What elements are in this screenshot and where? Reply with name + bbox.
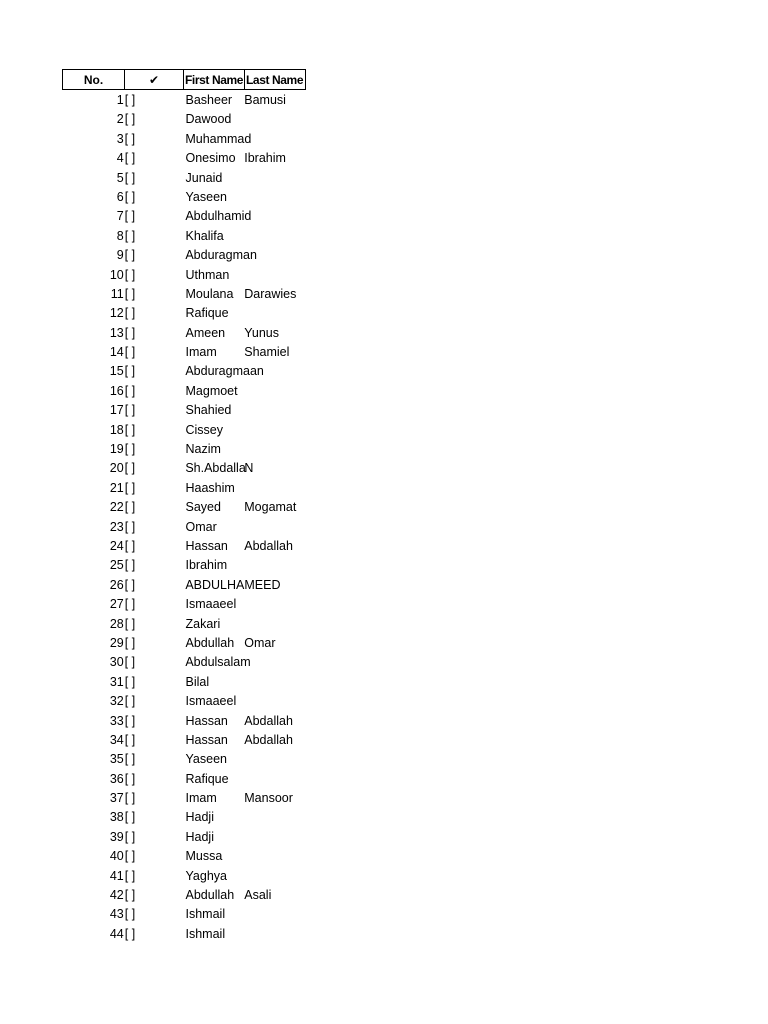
row-checkbox[interactable]: [ ] [124,926,136,941]
row-number: 7 [116,209,124,224]
row-number: 32 [109,694,124,709]
row-last-name [244,770,306,789]
row-last-name [244,382,306,401]
row-last-name [244,440,306,459]
row-checkbox[interactable]: [ ] [124,131,136,146]
row-last-name [244,847,306,866]
row-number: 8 [116,228,124,243]
table-row [62,382,306,401]
row-first-name: Cissey [185,422,224,437]
row-first-name: Omar [185,519,217,534]
row-checkbox[interactable]: [ ] [124,732,136,747]
row-number: 2 [116,112,124,127]
row-last-name: Abdallah [244,713,293,728]
row-first-name: Yaghya [185,868,227,883]
row-first-name: Ibrahim [185,558,228,573]
row-first-name: Abdullah [185,888,235,903]
row-number: 9 [116,248,124,263]
row-last-name: Bamusi [244,93,286,107]
row-last-name: Darawies [244,286,297,301]
row-first-name: Zakari [185,616,221,631]
row-first-name: Sayed [185,500,221,515]
header-last-name: Last Name [246,72,304,87]
table-row [62,246,306,265]
row-number: 15 [109,364,124,379]
table-row [62,324,306,343]
row-last-name [244,518,306,537]
row-last-name: Mansoor [244,791,293,806]
row-checkbox[interactable]: [ ] [124,810,136,825]
table-row [62,91,306,110]
table-row [62,634,306,653]
row-first-name: Imam [185,345,217,360]
row-checkbox[interactable]: [ ] [124,325,136,340]
row-last-name: Shamiel [244,345,290,360]
row-checkbox[interactable]: [ ] [124,771,136,786]
row-checkbox[interactable]: [ ] [124,403,136,418]
row-number: 39 [109,829,124,844]
row-number: 36 [109,771,124,786]
row-last-name: Mogamat [244,500,297,515]
row-number: 19 [109,442,124,457]
row-first-name: Ismaaeel [185,694,237,709]
row-last-name [244,169,306,188]
row-last-name [244,479,306,498]
row-first-name: Magmoet [185,383,238,398]
row-number: 17 [109,403,124,418]
row-first-name: Onesimo [185,151,236,166]
row-last-name [244,421,306,440]
row-first-name: Abduragman [185,248,257,263]
row-first-name: Abdulsalam [185,655,251,670]
row-number: 5 [116,170,124,185]
table-row [62,886,306,905]
row-last-name [244,692,306,711]
table-row [62,692,306,711]
row-last-name [244,266,306,285]
row-checkbox[interactable]: [ ] [124,112,136,127]
row-last-name [244,362,306,381]
row-last-name: Omar [244,635,276,650]
row-last-name [244,925,306,944]
row-checkbox[interactable]: [ ] [124,93,136,107]
row-first-name: Abdullah [185,635,235,650]
row-first-name: Imam [185,791,217,806]
row-number: 14 [109,345,124,360]
row-checkbox[interactable]: [ ] [124,694,136,709]
row-number: 33 [109,713,124,728]
row-checkbox[interactable]: [ ] [124,791,136,806]
table-row [62,789,306,808]
row-checkbox[interactable]: [ ] [124,577,136,592]
row-number: 43 [109,907,124,922]
row-first-name: Ishmail [185,926,226,941]
row-last-name [244,110,306,129]
table-row [62,595,306,614]
row-checkbox[interactable]: [ ] [124,151,136,166]
row-last-name [244,595,306,614]
row-checkbox[interactable]: [ ] [124,829,136,844]
row-first-name: Hadji [185,829,214,844]
row-first-name: Rafique [185,306,229,321]
row-first-name: Khalifa [185,228,224,243]
table-row [62,518,306,537]
row-first-name: Muhammad [185,131,252,146]
table-row [62,925,306,944]
row-last-name [244,653,306,672]
row-number: 6 [116,189,124,204]
row-checkbox[interactable]: [ ] [124,267,136,282]
row-checkbox[interactable]: [ ] [124,538,136,553]
table-row [62,110,306,129]
row-number: 12 [109,306,124,321]
row-number: 3 [116,131,124,146]
table-row [62,770,306,789]
row-last-name [244,246,306,265]
row-checkbox[interactable]: [ ] [124,868,136,883]
table-row [62,188,306,207]
row-checkbox[interactable]: [ ] [124,674,136,689]
row-number: 44 [109,926,124,941]
table-row [62,867,306,886]
row-last-name [244,556,306,575]
row-number: 18 [109,422,124,437]
row-last-name: N [244,461,254,476]
row-last-name: Abdallah [244,538,293,553]
table-row [62,362,306,381]
table-row [62,712,306,731]
row-first-name: Yaseen [185,189,227,204]
row-checkbox[interactable]: [ ] [124,907,136,922]
row-last-name [244,615,306,634]
row-first-name: Hadji [185,810,214,825]
row-checkbox[interactable]: [ ] [124,442,136,457]
row-checkbox[interactable]: [ ] [124,170,136,185]
row-first-name: Ameen [185,325,226,340]
row-checkbox[interactable]: [ ] [124,849,136,864]
row-last-name [244,576,306,595]
row-checkbox[interactable]: [ ] [124,500,136,515]
row-number: 30 [109,655,124,670]
row-checkbox[interactable]: [ ] [124,480,136,495]
row-checkbox[interactable]: [ ] [124,228,136,243]
row-number: 29 [109,635,124,650]
row-first-name: Sh.Abdalla [185,461,246,476]
row-checkbox[interactable]: [ ] [124,519,136,534]
row-checkbox[interactable]: [ ] [124,558,136,573]
row-number: 40 [109,849,124,864]
row-number: 23 [109,519,124,534]
row-first-name: Abdulhamid [185,209,252,224]
table-row [62,421,306,440]
row-last-name [244,401,306,420]
table-row [62,266,306,285]
attendance-table [62,69,306,944]
header-no: No. [63,70,125,89]
row-first-name: Shahied [185,403,232,418]
row-checkbox[interactable]: [ ] [124,635,136,650]
row-checkbox[interactable]: [ ] [124,597,136,612]
row-first-name: Basheer [185,93,233,107]
row-checkbox[interactable]: [ ] [124,888,136,903]
row-checkbox[interactable]: [ ] [124,248,136,263]
row-number: 27 [109,597,124,612]
row-last-name [244,673,306,692]
table-row [62,828,306,847]
row-checkbox[interactable]: [ ] [124,713,136,728]
row-number: 21 [109,480,124,495]
row-last-name [244,188,306,207]
row-number: 11 [110,286,124,301]
row-checkbox[interactable]: [ ] [124,655,136,670]
table-header [62,69,306,90]
table-row [62,847,306,866]
table-row [62,750,306,769]
row-first-name: Yaseen [185,752,227,767]
row-first-name: Ismaaeel [185,597,237,612]
row-last-name: Abdallah [244,732,293,747]
row-first-name: Dawood [185,112,232,127]
row-number: 10 [109,267,124,282]
table-row [62,615,306,634]
row-number: 31 [109,674,124,689]
row-first-name: Mussa [185,849,223,864]
row-checkbox[interactable]: [ ] [124,189,136,204]
table-row [62,905,306,924]
row-first-name: Hassan [185,732,228,747]
row-number: 26 [109,577,124,592]
row-first-name: Hassan [185,538,228,553]
table-body [62,91,306,944]
row-checkbox[interactable]: [ ] [124,345,136,360]
table-row [62,653,306,672]
table-row [62,440,306,459]
row-last-name: Yunus [244,325,280,340]
table-row [62,673,306,692]
row-number: 22 [109,500,124,515]
table-row [62,227,306,246]
row-number: 24 [109,538,124,553]
row-first-name: Ishmail [185,907,226,922]
row-last-name [244,905,306,924]
row-first-name: Moulana [185,286,234,301]
row-last-name [244,808,306,827]
row-last-name [244,130,306,149]
table-row [62,576,306,595]
row-checkbox[interactable]: [ ] [124,616,136,631]
row-last-name [244,207,306,226]
row-last-name [244,227,306,246]
header-check: ✔ [125,70,184,89]
row-number: 34 [109,732,124,747]
row-number: 1 [116,93,124,107]
row-first-name: Haashim [185,480,235,495]
row-number: 38 [109,810,124,825]
row-number: 25 [109,558,124,573]
table-row [62,304,306,323]
row-first-name: Abduragmaan [185,364,264,379]
table-row [62,459,306,478]
row-number: 16 [109,383,124,398]
table-row [62,556,306,575]
row-number: 20 [109,461,124,476]
table-row [62,401,306,420]
row-first-name: Nazim [185,442,221,457]
row-first-name: Hassan [185,713,228,728]
row-number: 35 [109,752,124,767]
row-first-name: Rafique [185,771,229,786]
row-last-name [244,828,306,847]
table-row [62,169,306,188]
row-number: 42 [109,888,124,903]
row-checkbox[interactable]: [ ] [124,286,136,301]
row-first-name: ABDULHAMEED [185,577,281,592]
table-row [62,731,306,750]
table-row [62,808,306,827]
table-row [62,479,306,498]
row-first-name: Bilal [185,674,210,689]
row-last-name [244,867,306,886]
row-checkbox[interactable]: [ ] [124,422,136,437]
row-checkbox[interactable]: [ ] [124,383,136,398]
row-checkbox[interactable]: [ ] [124,209,136,224]
row-first-name: Junaid [185,170,223,185]
table-row [62,285,306,304]
table-row [62,149,306,168]
table-row [62,498,306,517]
header-first-name: First Name [184,70,245,89]
row-checkbox[interactable]: [ ] [124,752,136,767]
table-row [62,537,306,556]
table-row [62,343,306,362]
row-number: 37 [109,791,124,806]
row-number: 13 [109,325,124,340]
row-checkbox[interactable]: [ ] [124,461,136,476]
row-last-name [244,304,306,323]
table-row [62,130,306,149]
row-number: 4 [116,151,124,166]
row-last-name [244,750,306,769]
row-first-name: Uthman [185,267,230,282]
row-number: 28 [109,616,124,631]
row-last-name: Asali [244,888,272,903]
row-checkbox[interactable]: [ ] [124,306,136,321]
row-checkbox[interactable]: [ ] [124,364,136,379]
row-last-name: Ibrahim [244,151,286,166]
table-row [62,207,306,226]
row-number: 41 [109,868,124,883]
